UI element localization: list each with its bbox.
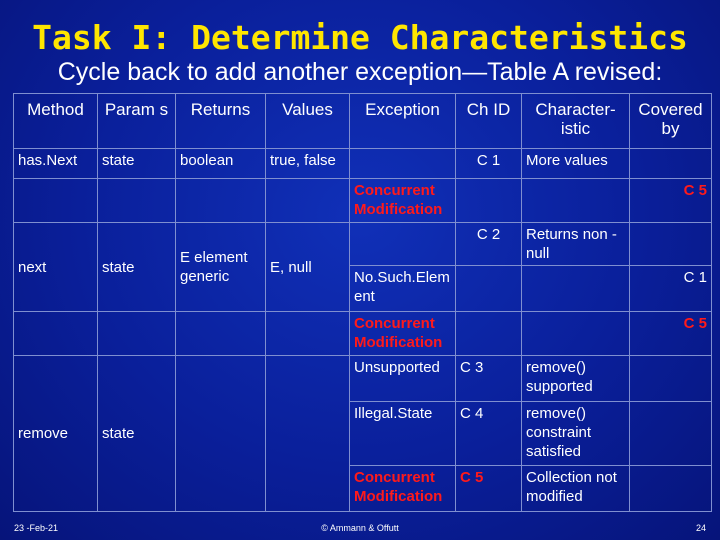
cell-chid: C 3 <box>456 356 522 402</box>
table-row <box>14 312 712 356</box>
header-row <box>14 94 712 149</box>
footer-date: 23 -Feb-21 <box>14 523 59 533</box>
cell-exception: Illegal.State <box>350 402 456 466</box>
cell-exception: Unsupported <box>350 356 456 402</box>
cell-chid: C 1 <box>456 149 522 179</box>
header-params: Param s <box>98 94 176 149</box>
characteristics-table <box>13 93 712 512</box>
cell-characteristic: More values <box>522 149 630 179</box>
header-exception: Exception <box>350 94 456 149</box>
cell-covered: C 5 <box>630 179 712 223</box>
cell-covered <box>630 223 712 266</box>
slide-title: Task I: Determine Characteristics <box>32 18 688 57</box>
cell-exception <box>350 223 456 266</box>
table-row <box>14 223 712 266</box>
table-row <box>14 149 712 179</box>
cell-characteristic: Returns non -null <box>522 223 630 266</box>
table-row <box>14 356 712 402</box>
cell-exception: Concurrent Modification <box>350 466 456 512</box>
cell-values: true, false <box>266 149 350 179</box>
cell-chid: C 2 <box>456 223 522 266</box>
cell-method: remove <box>14 356 98 512</box>
cell-params: state <box>98 356 176 512</box>
cell-characteristic: remove() supported <box>522 356 630 402</box>
cell-characteristic: Collection not modified <box>522 466 630 512</box>
cell-exception: Concurrent Modification <box>350 312 456 356</box>
header-method: Method <box>14 94 98 149</box>
table-row <box>14 179 712 223</box>
cell-exception: Concurrent Modification <box>350 179 456 223</box>
cell-chid: C 4 <box>456 402 522 466</box>
header-characteristic: Character- istic <box>522 94 630 149</box>
footer-copyright: © Ammann & Offutt <box>321 523 399 533</box>
header-values: Values <box>266 94 350 149</box>
cell-chid: C 5 <box>456 466 522 512</box>
slide-subtitle: Cycle back to add another exception—Table A revised: <box>57 58 663 86</box>
header-chid: Ch ID <box>456 94 522 149</box>
cell-params: state <box>98 149 176 179</box>
cell-returns: boolean <box>176 149 266 179</box>
cell-covered: C 5 <box>630 312 712 356</box>
cell-covered: C 1 <box>630 266 712 312</box>
cell-characteristic: remove() constraint satisfied <box>522 402 630 466</box>
cell-params: state <box>98 223 176 312</box>
cell-returns: E element generic <box>176 223 266 312</box>
cell-covered <box>630 149 712 179</box>
footer-page-number: 24 <box>695 523 706 533</box>
cell-exception: No.Such.Elem ent <box>350 266 456 312</box>
cell-method: has.Next <box>14 149 98 179</box>
header-covered: Covered by <box>630 94 712 149</box>
cell-values: E, null <box>266 223 350 312</box>
header-returns: Returns <box>176 94 266 149</box>
cell-method: next <box>14 223 98 312</box>
cell-exception <box>350 149 456 179</box>
